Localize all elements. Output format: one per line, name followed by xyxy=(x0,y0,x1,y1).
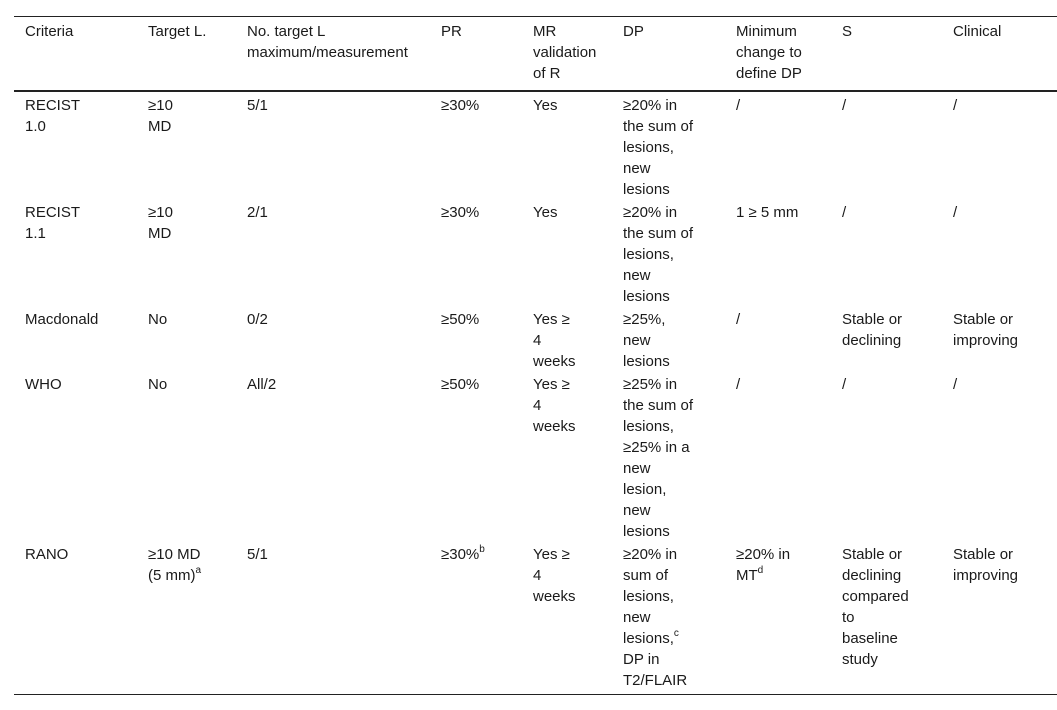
cell-text: RECIST xyxy=(25,97,81,114)
cell-text: Target L. xyxy=(148,23,207,40)
cell-text: 0/2 xyxy=(247,311,268,328)
cell-line xyxy=(623,309,670,330)
cell-text: weeks xyxy=(533,588,576,605)
header-mr-validation xyxy=(533,21,596,84)
cell-line xyxy=(623,179,693,200)
cell-line xyxy=(842,586,909,607)
cell-line xyxy=(25,309,98,330)
cell-line xyxy=(736,42,802,63)
cell-text: S xyxy=(842,23,853,40)
cell-line xyxy=(736,374,740,395)
cell-target-lesions xyxy=(148,95,173,137)
header-criteria xyxy=(25,21,73,42)
cell-line xyxy=(623,137,693,158)
cell-line xyxy=(953,95,957,116)
cell-line xyxy=(623,95,693,116)
cell-line xyxy=(623,330,670,351)
cell-partial-response xyxy=(441,309,479,330)
cell-mr-validation xyxy=(533,95,557,116)
cell-line xyxy=(148,565,201,586)
cell-text: sum of xyxy=(623,567,669,584)
cell-line xyxy=(842,374,846,395)
cell-line xyxy=(623,586,687,607)
cell-text: lesions, xyxy=(623,588,674,605)
cell-text: No xyxy=(148,376,168,393)
cell-line xyxy=(623,479,693,500)
cell-text: / xyxy=(953,204,958,221)
cell-text: / xyxy=(953,97,958,114)
cell-line xyxy=(842,309,902,330)
cell-line xyxy=(736,544,790,565)
cell-line xyxy=(533,395,576,416)
cell-clinical xyxy=(953,374,957,395)
cell-text: baseline xyxy=(842,630,898,647)
cell-partial-response xyxy=(441,202,479,223)
cell-line xyxy=(623,416,693,437)
cell-minimum-change xyxy=(736,544,790,586)
cell-line xyxy=(736,21,802,42)
cell-line xyxy=(736,565,790,586)
cell-text: ≥10 xyxy=(148,97,173,114)
header-partial-response xyxy=(441,21,462,42)
cell-text: improving xyxy=(953,332,1019,349)
cell-text: MD xyxy=(148,225,172,242)
cell-text: Yes xyxy=(533,97,558,114)
cell-text: / xyxy=(842,376,847,393)
cell-line xyxy=(25,95,80,116)
cell-line xyxy=(533,416,576,437)
cell-line xyxy=(953,309,1018,330)
cell-text: Criteria xyxy=(25,23,74,40)
cell-line xyxy=(953,21,1001,42)
header-steroids xyxy=(842,21,852,42)
cell-steroids xyxy=(842,202,846,223)
cell-line xyxy=(148,309,167,330)
cell-text: of R xyxy=(533,65,561,82)
footnote-marker: b xyxy=(479,544,485,555)
cell-text: 1 ≥ 5 mm xyxy=(736,204,799,221)
cell-line xyxy=(623,286,693,307)
cell-line xyxy=(623,116,693,137)
cell-text: lesions, xyxy=(623,418,674,435)
cell-line xyxy=(842,330,902,351)
cell-line xyxy=(842,607,909,628)
cell-text: Stable or xyxy=(842,546,903,563)
cell-target-lesions xyxy=(148,544,201,586)
cell-target-count xyxy=(247,309,268,330)
cell-line xyxy=(623,607,687,628)
cell-text: / xyxy=(736,376,741,393)
cell-text: Macdonald xyxy=(25,311,99,328)
cell-line xyxy=(25,21,73,42)
cell-text: Stable or xyxy=(953,546,1014,563)
cell-mr-validation xyxy=(533,202,557,223)
cell-line xyxy=(533,565,576,586)
cell-line xyxy=(842,544,909,565)
cell-text: Stable or xyxy=(953,311,1014,328)
cell-text: 4 xyxy=(533,397,542,414)
cell-line xyxy=(623,649,687,670)
cell-line xyxy=(623,670,687,691)
cell-minimum-change xyxy=(736,374,740,395)
cell-text: Yes xyxy=(533,204,558,221)
cell-line xyxy=(148,544,201,565)
cell-text: / xyxy=(842,204,847,221)
cell-line xyxy=(736,63,802,84)
cell-line xyxy=(247,544,268,565)
cell-line xyxy=(623,628,687,649)
cell-text: to xyxy=(842,609,855,626)
cell-criteria xyxy=(25,544,68,565)
cell-text: the sum of xyxy=(623,118,694,135)
cell-text: RECIST xyxy=(25,204,81,221)
cell-text: DP xyxy=(623,23,644,40)
cell-line xyxy=(736,95,740,116)
footnote-marker: a xyxy=(195,565,202,576)
footnote-marker: c xyxy=(673,628,679,639)
cell-text: ≥10 xyxy=(148,204,173,221)
cell-disease-progression xyxy=(623,374,693,542)
header-target-lesions xyxy=(148,21,206,42)
cell-line xyxy=(623,374,693,395)
cell-line xyxy=(25,544,68,565)
cell-line xyxy=(623,351,670,372)
cell-criteria xyxy=(25,95,80,137)
cell-mr-validation xyxy=(533,544,576,607)
cell-partial-response xyxy=(441,544,485,565)
cell-text: / xyxy=(736,97,741,114)
cell-line xyxy=(533,21,596,42)
header-minimum-change xyxy=(736,21,802,84)
cell-criteria xyxy=(25,309,98,330)
cell-line xyxy=(25,223,80,244)
cell-line xyxy=(533,586,576,607)
cell-text: weeks xyxy=(533,418,576,435)
cell-line xyxy=(441,21,462,42)
cell-line xyxy=(623,395,693,416)
cell-text: 1.0 xyxy=(25,118,46,135)
cell-text: validation xyxy=(533,44,597,61)
cell-line xyxy=(25,202,80,223)
cell-line xyxy=(533,544,576,565)
cell-text: new xyxy=(623,609,651,626)
cell-text: new xyxy=(623,332,651,349)
cell-text: lesions xyxy=(623,523,670,540)
cell-text: ≥20% in xyxy=(623,546,678,563)
cell-text: Minimum xyxy=(736,23,797,40)
footnote-marker: d xyxy=(757,565,764,576)
cell-text: declining xyxy=(842,567,902,584)
cell-text: ≥30% xyxy=(441,97,480,114)
cell-text: improving xyxy=(953,567,1019,584)
cell-target-lesions xyxy=(148,309,167,330)
cell-minimum-change xyxy=(736,309,740,330)
cell-clinical xyxy=(953,309,1018,351)
cell-disease-progression xyxy=(623,309,670,372)
cell-line xyxy=(953,565,1018,586)
cell-text: RANO xyxy=(25,546,69,563)
cell-text: compared xyxy=(842,588,909,605)
cell-text: MR xyxy=(533,23,557,40)
cell-text: new xyxy=(623,160,651,177)
cell-text: ≥20% in xyxy=(623,97,678,114)
cell-text: PR xyxy=(441,23,462,40)
cell-line xyxy=(533,309,576,330)
cell-line xyxy=(247,202,268,223)
cell-text: ≥30% xyxy=(441,204,480,221)
cell-target-count xyxy=(247,95,268,116)
cell-steroids xyxy=(842,95,846,116)
cell-line xyxy=(247,95,268,116)
cell-line xyxy=(623,521,693,542)
cell-line xyxy=(623,21,644,42)
cell-text: Clinical xyxy=(953,23,1002,40)
cell-clinical xyxy=(953,95,957,116)
cell-minimum-change xyxy=(736,95,740,116)
cell-text: the sum of xyxy=(623,225,694,242)
cell-text: define DP xyxy=(736,65,802,82)
cell-target-count xyxy=(247,544,268,565)
cell-text: lesions xyxy=(623,288,670,305)
cell-line xyxy=(842,628,909,649)
cell-line xyxy=(623,437,693,458)
cell-line xyxy=(441,544,485,565)
cell-text: 4 xyxy=(533,332,542,349)
cell-line xyxy=(533,330,576,351)
cell-mr-validation xyxy=(533,374,576,437)
cell-line xyxy=(247,309,268,330)
cell-line xyxy=(623,202,693,223)
cell-line xyxy=(148,202,173,223)
cell-line xyxy=(623,544,687,565)
cell-line xyxy=(623,158,693,179)
cell-text: MT xyxy=(736,567,758,584)
cell-line xyxy=(842,649,909,670)
cell-text: / xyxy=(953,376,958,393)
cell-text: DP in xyxy=(623,651,660,668)
cell-line xyxy=(25,116,80,137)
cell-text: ≥50% xyxy=(441,376,480,393)
cell-clinical xyxy=(953,544,1018,586)
cell-line xyxy=(623,500,693,521)
cell-line xyxy=(247,42,408,63)
cell-text: / xyxy=(736,311,741,328)
cell-line xyxy=(842,565,909,586)
cell-text: ≥20% in xyxy=(623,204,678,221)
cell-steroids xyxy=(842,309,902,351)
cell-text: new xyxy=(623,267,651,284)
cell-text: Yes ≥ xyxy=(533,376,570,393)
header-target-count xyxy=(247,21,408,63)
cell-line xyxy=(247,374,276,395)
cell-partial-response xyxy=(441,374,479,395)
cell-line xyxy=(623,565,687,586)
cell-line xyxy=(148,116,173,137)
cell-text: ≥20% in xyxy=(736,546,791,563)
cell-text: 2/1 xyxy=(247,204,268,221)
cell-text: the sum of xyxy=(623,397,694,414)
cell-text: No. target L xyxy=(247,23,326,40)
cell-clinical xyxy=(953,202,957,223)
cell-line xyxy=(533,63,596,84)
cell-target-lesions xyxy=(148,374,167,395)
cell-text: Yes ≥ xyxy=(533,546,570,563)
cell-text: lesions xyxy=(623,353,670,370)
cell-text: 5/1 xyxy=(247,546,268,563)
cell-text: ≥10 MD xyxy=(148,546,201,563)
cell-text: / xyxy=(842,97,847,114)
header-disease-progression xyxy=(623,21,644,42)
cell-disease-progression xyxy=(623,95,693,200)
cell-text: maximum/measurement xyxy=(247,44,408,61)
cell-line xyxy=(441,95,479,116)
header-clinical xyxy=(953,21,1001,42)
cell-text: lesions, xyxy=(623,630,674,647)
cell-steroids xyxy=(842,374,846,395)
cell-text: ≥25% in a xyxy=(623,439,690,456)
cell-line xyxy=(623,244,693,265)
cell-text: lesions, xyxy=(623,139,674,156)
cell-line xyxy=(623,458,693,479)
cell-target-lesions xyxy=(148,202,173,244)
cell-line xyxy=(148,95,173,116)
cell-line xyxy=(953,374,957,395)
cell-disease-progression xyxy=(623,202,693,307)
cell-text: new xyxy=(623,460,651,477)
cell-text: MD xyxy=(148,118,172,135)
cell-line xyxy=(441,309,479,330)
cell-text: ≥25% in xyxy=(623,376,678,393)
cell-text: ≥25%, xyxy=(623,311,666,328)
cell-text: Yes ≥ xyxy=(533,311,570,328)
cell-criteria xyxy=(25,374,62,395)
cell-line xyxy=(533,95,557,116)
cell-text: WHO xyxy=(25,376,62,393)
cell-text: change to xyxy=(736,44,802,61)
cell-text: ≥50% xyxy=(441,311,480,328)
cell-line xyxy=(842,21,852,42)
cell-text: 4 xyxy=(533,567,542,584)
cell-line xyxy=(441,202,479,223)
cell-minimum-change xyxy=(736,202,798,223)
cell-criteria xyxy=(25,202,80,244)
cell-line xyxy=(533,42,596,63)
cell-text: lesions xyxy=(623,181,670,198)
cell-text: study xyxy=(842,651,878,668)
cell-text: (5 mm) xyxy=(148,567,196,584)
cell-text: declining xyxy=(842,332,902,349)
cell-line xyxy=(247,21,408,42)
cell-text: 1.1 xyxy=(25,225,46,242)
cell-line xyxy=(842,202,846,223)
table-bottom-rule xyxy=(14,694,1057,695)
cell-text: Stable or xyxy=(842,311,903,328)
cell-line xyxy=(441,374,479,395)
table-top-rule xyxy=(14,16,1057,17)
cell-text: lesion, xyxy=(623,481,667,498)
cell-line xyxy=(623,223,693,244)
cell-text: T2/FLAIR xyxy=(623,672,688,689)
cell-line xyxy=(148,21,206,42)
cell-line xyxy=(623,265,693,286)
cell-line xyxy=(842,95,846,116)
cell-target-count xyxy=(247,374,276,395)
cell-line xyxy=(148,223,173,244)
cell-target-count xyxy=(247,202,268,223)
table-header-rule xyxy=(14,90,1057,92)
cell-mr-validation xyxy=(533,309,576,372)
cell-text: weeks xyxy=(533,353,576,370)
cell-text: lesions, xyxy=(623,246,674,263)
cell-text: No xyxy=(148,311,168,328)
cell-line xyxy=(25,374,62,395)
cell-line xyxy=(736,202,798,223)
cell-text: All/2 xyxy=(247,376,277,393)
cell-line xyxy=(953,330,1018,351)
cell-disease-progression xyxy=(623,544,687,691)
cell-text: ≥30% xyxy=(441,546,480,563)
cell-line xyxy=(533,374,576,395)
cell-steroids xyxy=(842,544,909,670)
cell-line xyxy=(953,202,957,223)
cell-text: new xyxy=(623,502,651,519)
cell-line xyxy=(736,309,740,330)
cell-partial-response xyxy=(441,95,479,116)
cell-text: 5/1 xyxy=(247,97,268,114)
cell-line xyxy=(953,544,1018,565)
cell-line xyxy=(533,351,576,372)
cell-line xyxy=(533,202,557,223)
cell-line xyxy=(148,374,167,395)
